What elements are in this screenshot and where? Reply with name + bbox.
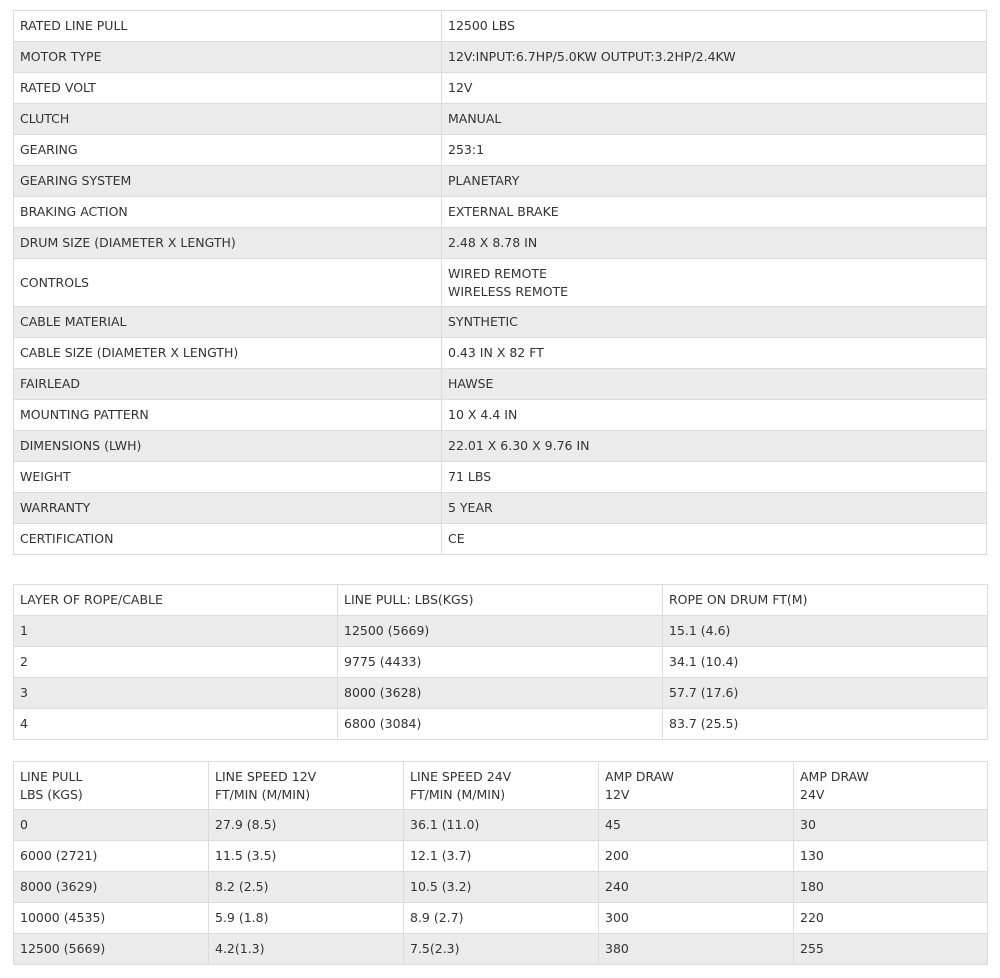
spec-value	[442, 259, 987, 307]
column-header-line: LINE SPEED 24V	[410, 768, 512, 784]
spec-row	[14, 259, 987, 307]
table-cell: 7.5(2.3)	[404, 934, 599, 965]
spec-row	[14, 166, 987, 197]
spec-label: WEIGHT	[14, 462, 442, 493]
spec-label: RATED LINE PULL	[14, 11, 442, 42]
spec-row	[14, 307, 987, 338]
column-header: LINE PULL: LBS(KGS)	[338, 585, 663, 616]
table-cell: 5.9 (1.8)	[209, 903, 404, 934]
table-header-row	[14, 585, 988, 616]
table-cell: 10.5 (3.2)	[404, 872, 599, 903]
spec-value: 253:1	[442, 135, 987, 166]
spec-row	[14, 338, 987, 369]
table-cell: 57.7 (17.6)	[663, 678, 988, 709]
table-row	[14, 647, 988, 678]
controls-option: WIRED REMOTE	[448, 265, 547, 281]
spec-row	[14, 104, 987, 135]
spec-row	[14, 462, 987, 493]
table-row	[14, 678, 988, 709]
spec-row	[14, 73, 987, 104]
table-cell: 220	[794, 903, 988, 934]
column-header	[404, 762, 599, 810]
table-cell: 200	[599, 841, 794, 872]
table-cell: 1	[14, 616, 338, 647]
table-header-row	[14, 762, 988, 810]
spec-label: FAIRLEAD	[14, 369, 442, 400]
table-cell: 9775 (4433)	[338, 647, 663, 678]
table-row	[14, 616, 988, 647]
spec-label: MOUNTING PATTERN	[14, 400, 442, 431]
spec-label: CABLE MATERIAL	[14, 307, 442, 338]
table-cell: 83.7 (25.5)	[663, 709, 988, 740]
column-header	[14, 762, 209, 810]
performance-table	[13, 761, 988, 965]
spec-value: SYNTHETIC	[442, 307, 987, 338]
table-cell: 27.9 (8.5)	[209, 810, 404, 841]
table-cell: 34.1 (10.4)	[663, 647, 988, 678]
table-cell: 4	[14, 709, 338, 740]
column-header-line: AMP DRAW	[800, 768, 869, 784]
spec-label: CLUTCH	[14, 104, 442, 135]
spec-value: 2.48 X 8.78 IN	[442, 228, 987, 259]
column-header	[794, 762, 988, 810]
spec-value: 71 LBS	[442, 462, 987, 493]
table-cell: 6000 (2721)	[14, 841, 209, 872]
spec-label: CERTIFICATION	[14, 524, 442, 555]
table-cell: 180	[794, 872, 988, 903]
table-cell: 0	[14, 810, 209, 841]
table-cell: 300	[599, 903, 794, 934]
spec-label: DIMENSIONS (LWH)	[14, 431, 442, 462]
spec-value: HAWSE	[442, 369, 987, 400]
spec-row	[14, 197, 987, 228]
table-cell: 2	[14, 647, 338, 678]
table-cell: 11.5 (3.5)	[209, 841, 404, 872]
table-cell: 12500 (5669)	[338, 616, 663, 647]
column-header-line: LINE PULL	[20, 768, 83, 784]
table-cell: 15.1 (4.6)	[663, 616, 988, 647]
table-cell: 30	[794, 810, 988, 841]
spec-value: 22.01 X 6.30 X 9.76 IN	[442, 431, 987, 462]
table-cell: 12.1 (3.7)	[404, 841, 599, 872]
column-header	[209, 762, 404, 810]
spec-row	[14, 493, 987, 524]
spec-label: BRAKING ACTION	[14, 197, 442, 228]
spec-label: MOTOR TYPE	[14, 42, 442, 73]
rope-layer-table	[13, 584, 988, 740]
spec-label: GEARING	[14, 135, 442, 166]
controls-option: WIRELESS REMOTE	[448, 283, 569, 299]
column-header-line: AMP DRAW	[605, 768, 674, 784]
column-header-line: FT/MIN (M/MIN)	[410, 786, 506, 802]
spec-row	[14, 11, 987, 42]
column-header-line: FT/MIN (M/MIN)	[215, 786, 311, 802]
spec-label: CONTROLS	[14, 259, 442, 307]
table-cell: 12500 (5669)	[14, 934, 209, 965]
spec-label: WARRANTY	[14, 493, 442, 524]
spec-value: CE	[442, 524, 987, 555]
table-row	[14, 903, 988, 934]
column-header: ROPE ON DRUM FT(M)	[663, 585, 988, 616]
column-header-line: LBS (KGS)	[20, 786, 83, 802]
spec-label: DRUM SIZE (DIAMETER X LENGTH)	[14, 228, 442, 259]
spec-row	[14, 369, 987, 400]
spec-value: 5 YEAR	[442, 493, 987, 524]
spec-value: 10 X 4.4 IN	[442, 400, 987, 431]
table-cell: 36.1 (11.0)	[404, 810, 599, 841]
column-header	[599, 762, 794, 810]
table-row	[14, 934, 988, 965]
table-cell: 45	[599, 810, 794, 841]
spec-value: 12V:INPUT:6.7HP/5.0KW OUTPUT:3.2HP/2.4KW	[442, 42, 987, 73]
table-cell: 255	[794, 934, 988, 965]
spec-label: RATED VOLT	[14, 73, 442, 104]
spec-value: 12V	[442, 73, 987, 104]
spec-label: GEARING SYSTEM	[14, 166, 442, 197]
spec-row	[14, 42, 987, 73]
table-cell: 8.9 (2.7)	[404, 903, 599, 934]
spec-row	[14, 400, 987, 431]
spec-value: MANUAL	[442, 104, 987, 135]
table-cell: 4.2(1.3)	[209, 934, 404, 965]
table-cell: 6800 (3084)	[338, 709, 663, 740]
spec-row	[14, 431, 987, 462]
table-cell: 130	[794, 841, 988, 872]
table-cell: 380	[599, 934, 794, 965]
column-header-line: 12V	[605, 786, 630, 802]
table-cell: 3	[14, 678, 338, 709]
spec-row	[14, 135, 987, 166]
table-row	[14, 872, 988, 903]
column-header-line: LINE SPEED 12V	[215, 768, 317, 784]
column-header: LAYER OF ROPE/CABLE	[14, 585, 338, 616]
table-cell: 240	[599, 872, 794, 903]
column-header-line: 24V	[800, 786, 825, 802]
spec-row	[14, 524, 987, 555]
spec-label: CABLE SIZE (DIAMETER X LENGTH)	[14, 338, 442, 369]
table-cell: 8000 (3629)	[14, 872, 209, 903]
table-row	[14, 709, 988, 740]
table-cell: 8000 (3628)	[338, 678, 663, 709]
spec-value: 12500 LBS	[442, 11, 987, 42]
spec-value: EXTERNAL BRAKE	[442, 197, 987, 228]
table-row	[14, 841, 988, 872]
spec-value: 0.43 IN X 82 FT	[442, 338, 987, 369]
table-row	[14, 810, 988, 841]
spec-value: PLANETARY	[442, 166, 987, 197]
spec-row	[14, 228, 987, 259]
table-cell: 10000 (4535)	[14, 903, 209, 934]
specs-table	[13, 10, 987, 555]
table-cell: 8.2 (2.5)	[209, 872, 404, 903]
